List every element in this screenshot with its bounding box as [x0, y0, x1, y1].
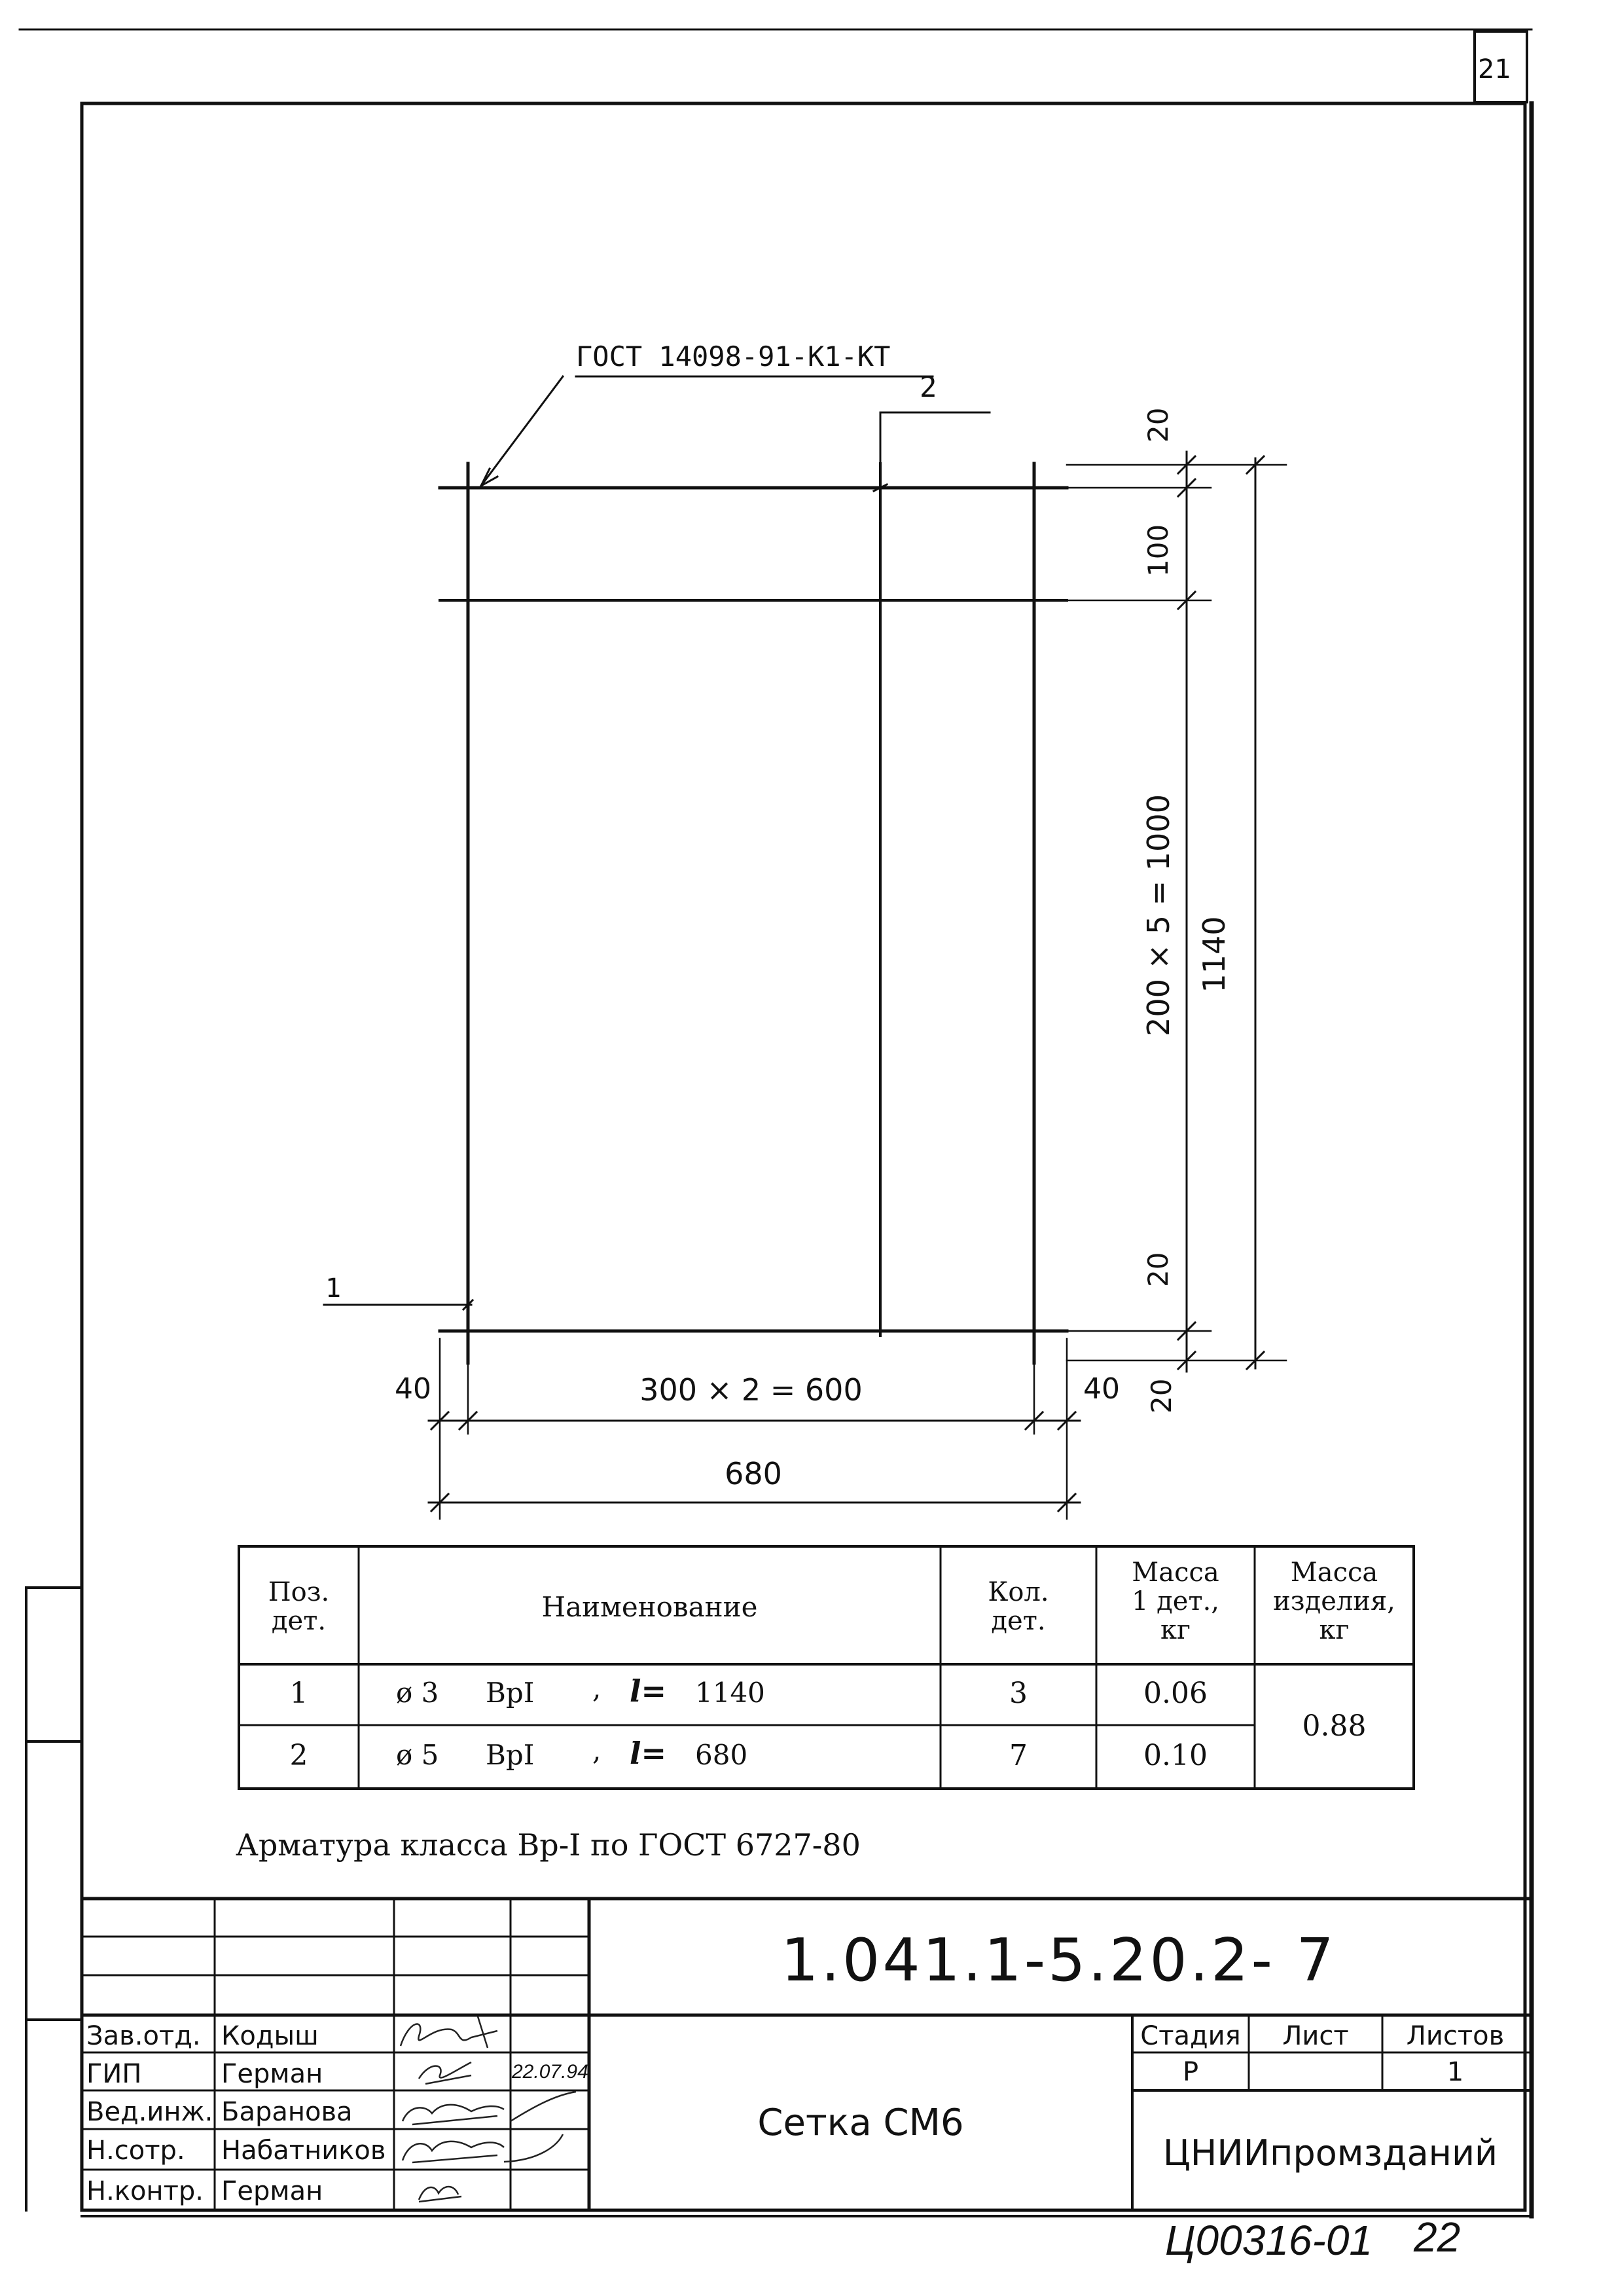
- table-row-2-comma: ,: [592, 1734, 601, 1766]
- table-row-2-qty: 7: [1009, 1739, 1028, 1772]
- position-2-label: 2: [920, 371, 937, 404]
- name-2: Герман: [221, 2059, 323, 2089]
- organization: ЦНИИпромзданий: [1162, 2132, 1498, 2174]
- table-row-2-len-label: l=: [630, 1736, 667, 1771]
- sheets-value: 1: [1446, 2057, 1464, 2087]
- table-row-2-class: BрI: [486, 1739, 535, 1771]
- header-name: Наименование: [541, 1591, 758, 1623]
- table-row-1-len-label: l=: [630, 1673, 667, 1709]
- role-2: ГИП: [86, 2059, 142, 2089]
- name-1: Кодыш: [221, 2021, 319, 2051]
- dim-680: 680: [725, 1456, 782, 1491]
- archive-number: Ц00316-01: [1165, 2217, 1373, 2264]
- total-mass: 0.88: [1302, 1709, 1367, 1743]
- dim-bottom-20: 20: [1142, 1252, 1174, 1287]
- dim-100: 100: [1142, 524, 1174, 577]
- name-5: Герман: [221, 2176, 323, 2206]
- header-qty: Кол. дет.: [988, 1577, 1049, 1636]
- dim-left-40: 40: [395, 1372, 431, 1406]
- drawing-code: 1.041.1-5.20.2- 7: [781, 1926, 1337, 1995]
- role-5: Н.контр.: [86, 2176, 204, 2206]
- name-4: Набатников: [221, 2136, 386, 2166]
- page-number: 21: [1478, 54, 1511, 84]
- dim-right-40: 40: [1083, 1372, 1120, 1406]
- table-row-1-class: BрI: [486, 1677, 535, 1709]
- table-row-2-mass: 0.10: [1143, 1739, 1208, 1772]
- table-row-2-len: 680: [695, 1739, 748, 1771]
- stage-label: Стадия: [1140, 2021, 1241, 2051]
- table-row-2-dia: ø 5: [396, 1739, 439, 1771]
- table-row-1-comma: ,: [592, 1672, 601, 1704]
- dim-1140: 1140: [1196, 916, 1232, 993]
- table-row-1-qty: 3: [1009, 1677, 1028, 1710]
- signatures: [401, 2016, 576, 2202]
- table-row-2-pos: 2: [289, 1739, 308, 1772]
- drawing-title: Сетка СМ6: [757, 2102, 964, 2144]
- header-mass-total: Масса изделия, кг: [1273, 1558, 1395, 1645]
- dim-bottom-20b: 20: [1145, 1378, 1177, 1413]
- sheet-label: Лист: [1282, 2021, 1349, 2051]
- dim-top-20: 20: [1142, 407, 1174, 443]
- reinforcement-note: Арматура класса Вр-I по ГОСТ 6727-80: [236, 1827, 861, 1863]
- sheets-label: Листов: [1406, 2021, 1505, 2051]
- dim-1000: 200 × 5 = 1000: [1141, 794, 1176, 1036]
- header-mass1: Масса 1 дет., кг: [1131, 1558, 1220, 1645]
- role-4: Н.сотр.: [86, 2136, 185, 2166]
- table-row-1-dia: ø 3: [396, 1677, 439, 1709]
- date-2: 22.07.94: [512, 2061, 588, 2083]
- standard-callout: ГОСТ 14098-91-К1-КТ: [576, 340, 891, 373]
- header-pos: Поз. дет.: [268, 1577, 330, 1636]
- position-1-label: 1: [325, 1273, 342, 1303]
- dim-600: 300 × 2 = 600: [639, 1372, 863, 1408]
- role-3: Вед.инж.: [86, 2097, 213, 2127]
- stage-value: Р: [1182, 2057, 1199, 2087]
- name-3: Баранова: [221, 2097, 353, 2127]
- role-1: Зав.отд.: [86, 2021, 201, 2051]
- table-row-1-pos: 1: [289, 1677, 308, 1710]
- table-row-1-len: 1140: [695, 1677, 765, 1709]
- archive-sheet: 22: [1414, 2214, 1461, 2261]
- table-row-1-mass: 0.06: [1143, 1677, 1208, 1710]
